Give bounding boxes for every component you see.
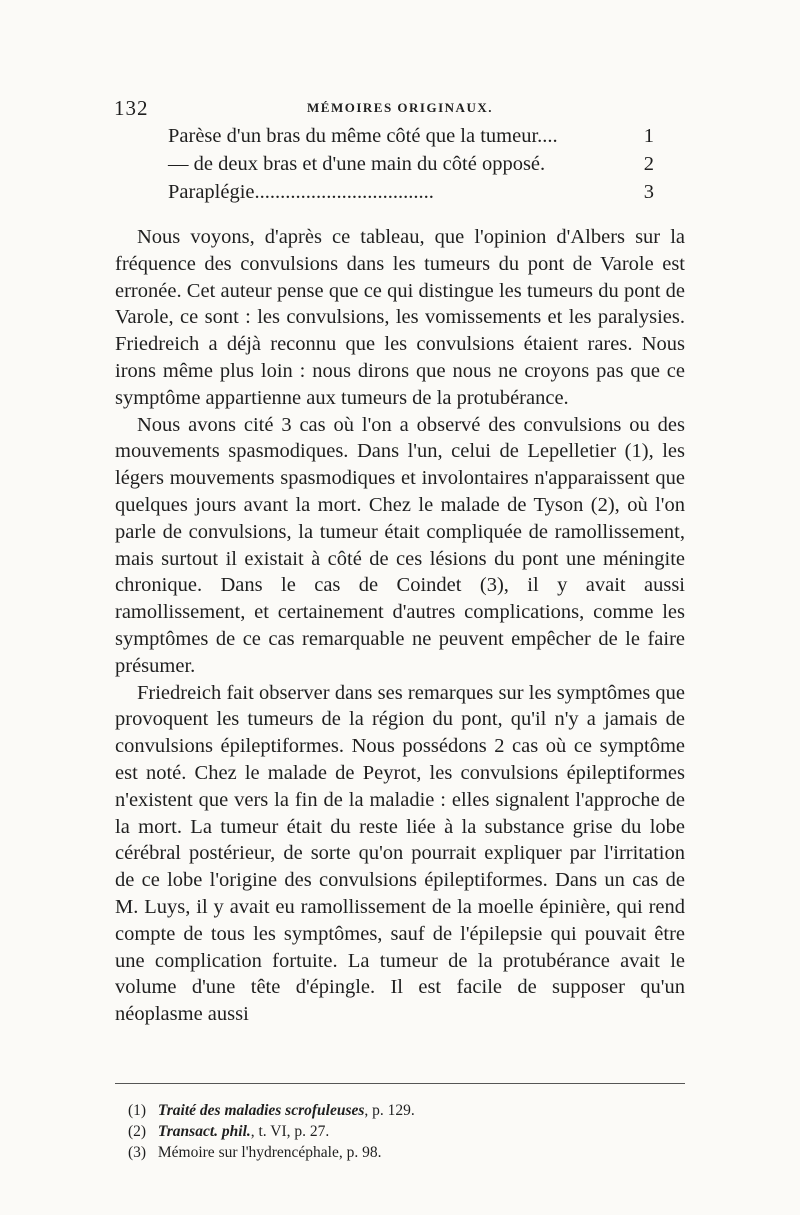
footnote-number: (1) <box>128 1102 147 1119</box>
stat-value: 3 <box>643 181 654 203</box>
footnote <box>128 1142 678 1163</box>
stat-row <box>168 150 654 178</box>
footnote-title: Transact. phil. <box>157 1123 251 1140</box>
paragraph: Nous avons cité 3 cas où l'on a observé des convulsions ou des mouvements spasmodiques. Dans l'un, celui de Lepelletier (1), les légers mouvements spasmodiques et involontaires n'apparaissent que quelques jours avant la mort. Chez le malade de Tyson (2), où l'on parle de convulsions, la tumeur était compliquée de ramollissement, mais surtout il existait à côté de ces lésions du pont une méningite chronique. Dans le cas de Coindet (3), il y avait aussi ramollissement, et certainement d'autres complications, comme les symptômes de ce cas remarquable ne peuvent empêcher de le faire présumer. <box>115 413 685 677</box>
stat-label: — de deux bras et d'une main du côté opposé. <box>168 153 546 175</box>
stat-row <box>168 122 654 150</box>
footnotes <box>128 1100 678 1163</box>
stat-label: Paraplégie................................... <box>168 181 434 203</box>
footnote <box>128 1121 678 1142</box>
footnote-number: (2) <box>128 1123 147 1140</box>
paragraph: Nous voyons, d'après ce tableau, que l'opinion d'Albers sur la fréquence des convulsions dans les tumeurs du pont de Varole est erronée. Cet auteur pense que ce qui distingue les tumeurs du pont de Varole, ce sont : les convulsions, les vomissements et les paralysies. Friedreich a déjà reconnu que les convulsions étaient rares. Nous irons même plus loin : nous dirons que nous ne croyons pas que ce symptôme appartienne aux tumeurs de la protubérance. <box>115 226 685 409</box>
footnote-title: Traité des maladies scrofuleuses <box>157 1102 365 1119</box>
stat-value: 2 <box>643 153 654 175</box>
page-number: 132 <box>114 96 149 120</box>
symptom-stats-table <box>168 122 654 206</box>
footnote <box>128 1100 678 1121</box>
footnote-reference: , p. 129. <box>364 1102 415 1119</box>
footnote-reference: , t. VI, p. 27. <box>250 1123 330 1140</box>
stat-row <box>168 178 654 206</box>
footnote-divider <box>115 1083 685 1084</box>
page-header <box>114 96 686 122</box>
paragraph: Friedreich fait observer dans ses remarques sur les symptômes que provoquent les tumeurs de la région du pont, qu'il n'y a jamais de convulsions épileptiformes. Nous possédons 2 cas où ce symptôme est noté. Chez le malade de Peyrot, les convulsions épileptiformes n'existent que vers la fin de la maladie : elles signalent l'approche de la mort. La tumeur était du reste liée à la substance grise du lobe cérébral postérieur, de sorte qu'on pourrait expliquer par l'irritation de ce lobe l'origine des convulsions épileptiformes. Dans un cas de M. Luys, il y avait eu ramollissement de la moelle épinière, qui rend compte de tous les symptômes, sauf de l'épilepsie qui pouvait être une complication fortuite. La tumeur de la protubérance avait le volume d'une tête d'épingle. Il est facile de supposer qu'un néoplasme aussi <box>115 681 685 1026</box>
footnote-number: (3) <box>128 1144 147 1161</box>
running-head: MÉMOIRES ORIGINAUX. <box>307 100 493 115</box>
stat-label: Parèse d'un bras du même côté que la tumeur.... <box>168 125 558 147</box>
body-text <box>115 224 685 1028</box>
footnote-reference: Mémoire sur l'hydrencéphale, p. 98. <box>157 1144 382 1161</box>
stat-value: 1 <box>643 125 654 147</box>
